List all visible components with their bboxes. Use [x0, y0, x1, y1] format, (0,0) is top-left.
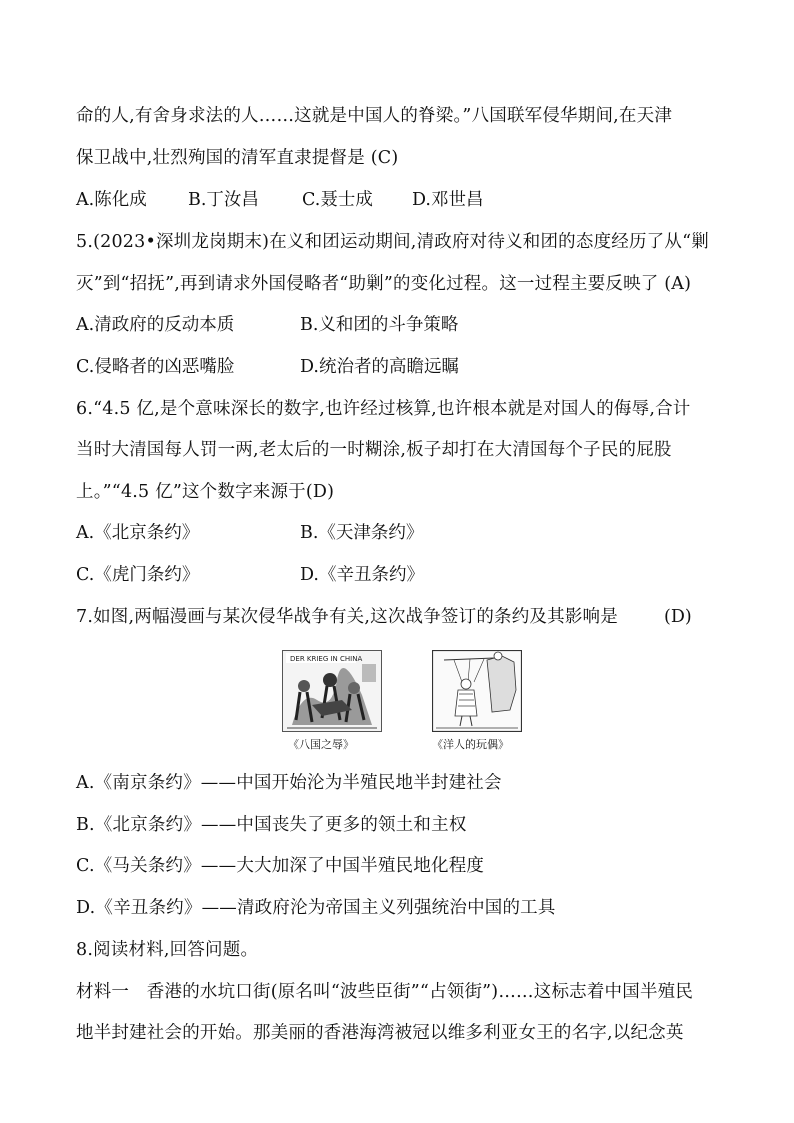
- q7-option-c: C.《马关条约》——大大加深了中国半殖民地化程度: [76, 856, 485, 876]
- q7-option-a: A.《南京条约》——中国开始沦为半殖民地半封建社会: [76, 773, 502, 793]
- figure1-caption: 《八国之辱》: [288, 738, 354, 751]
- q6-stem-line-2: 当时大清国每人罚一两,老太后的一时糊涂,板子却打在大清国每个子民的屁股: [76, 440, 672, 460]
- q4-stem-line-2: 保卫战中,壮烈殉国的清军直隶提督是 (C): [76, 148, 399, 168]
- cartoon-title-text: DER KRIEG IN CHINA: [290, 655, 363, 663]
- q6-option-a: A.《北京条约》: [76, 523, 200, 543]
- q5-option-b: B.义和团的斗争策略: [300, 315, 459, 335]
- q6-option-d: D.《辛丑条约》: [300, 565, 424, 585]
- q7-option-b: B.《北京条约》——中国丧失了更多的领土和主权: [76, 815, 467, 835]
- q5-stem-line-1: 5.(2023•深圳龙岗期末)在义和团运动期间,清政府对待义和团的态度经历了从“剿: [76, 232, 709, 252]
- q4-option-a: A.陈化成: [76, 190, 147, 210]
- q6-option-c: C.《虎门条约》: [76, 565, 200, 585]
- q5-option-c: C.侵略者的凶恶嘴脸: [76, 357, 235, 377]
- q8-material-line-2: 地半封建社会的开始。那美丽的香港海湾被冠以维多利亚女王的名字,以纪念英: [76, 1023, 684, 1043]
- q4-option-c: C.聂士成: [302, 190, 373, 210]
- q8-stem: 8.阅读材料,回答问题。: [76, 940, 259, 960]
- q8-material-line-1: 材料一 香港的水坑口街(原名叫“波些臣街”“占领街”)……这标志着中国半殖民: [76, 982, 694, 1002]
- cartoon-eight-nations-image: [282, 650, 382, 732]
- q5-option-a: A.清政府的反动本质: [76, 315, 235, 335]
- q5-stem-line-2: 灭”到“招抚”,再到请求外国侵略者“助剿”的变化过程。这一过程主要反映了 (A): [76, 274, 692, 294]
- q7-answer: (D): [664, 607, 692, 627]
- q5-option-d: D.统治者的高瞻远瞩: [300, 357, 459, 377]
- q6-stem-line-1: 6.“4.5 亿,是个意味深长的数字,也许经过核算,也许根本就是对国人的侮辱,合计: [76, 399, 691, 419]
- q6-option-b: B.《天津条约》: [300, 523, 424, 543]
- cartoon-puppet-image: [432, 650, 522, 732]
- q7-stem: 7.如图,两幅漫画与某次侵华战争有关,这次战争签订的条约及其影响是: [76, 607, 618, 627]
- q6-stem-line-3: 上。”“4.5 亿”这个数字来源于(D): [76, 482, 335, 502]
- q4-option-d: D.邓世昌: [412, 190, 484, 210]
- q4-option-b: B.丁汝昌: [188, 190, 259, 210]
- q7-option-d: D.《辛丑条约》——清政府沦为帝国主义列强统治中国的工具: [76, 898, 556, 918]
- q4-stem-line-1: 命的人,有舍身求法的人……这就是中国人的脊梁。”八国联军侵华期间,在天津: [76, 106, 673, 126]
- figure2-caption: 《洋人的玩偶》: [432, 738, 509, 751]
- q7-figures: [282, 650, 522, 755]
